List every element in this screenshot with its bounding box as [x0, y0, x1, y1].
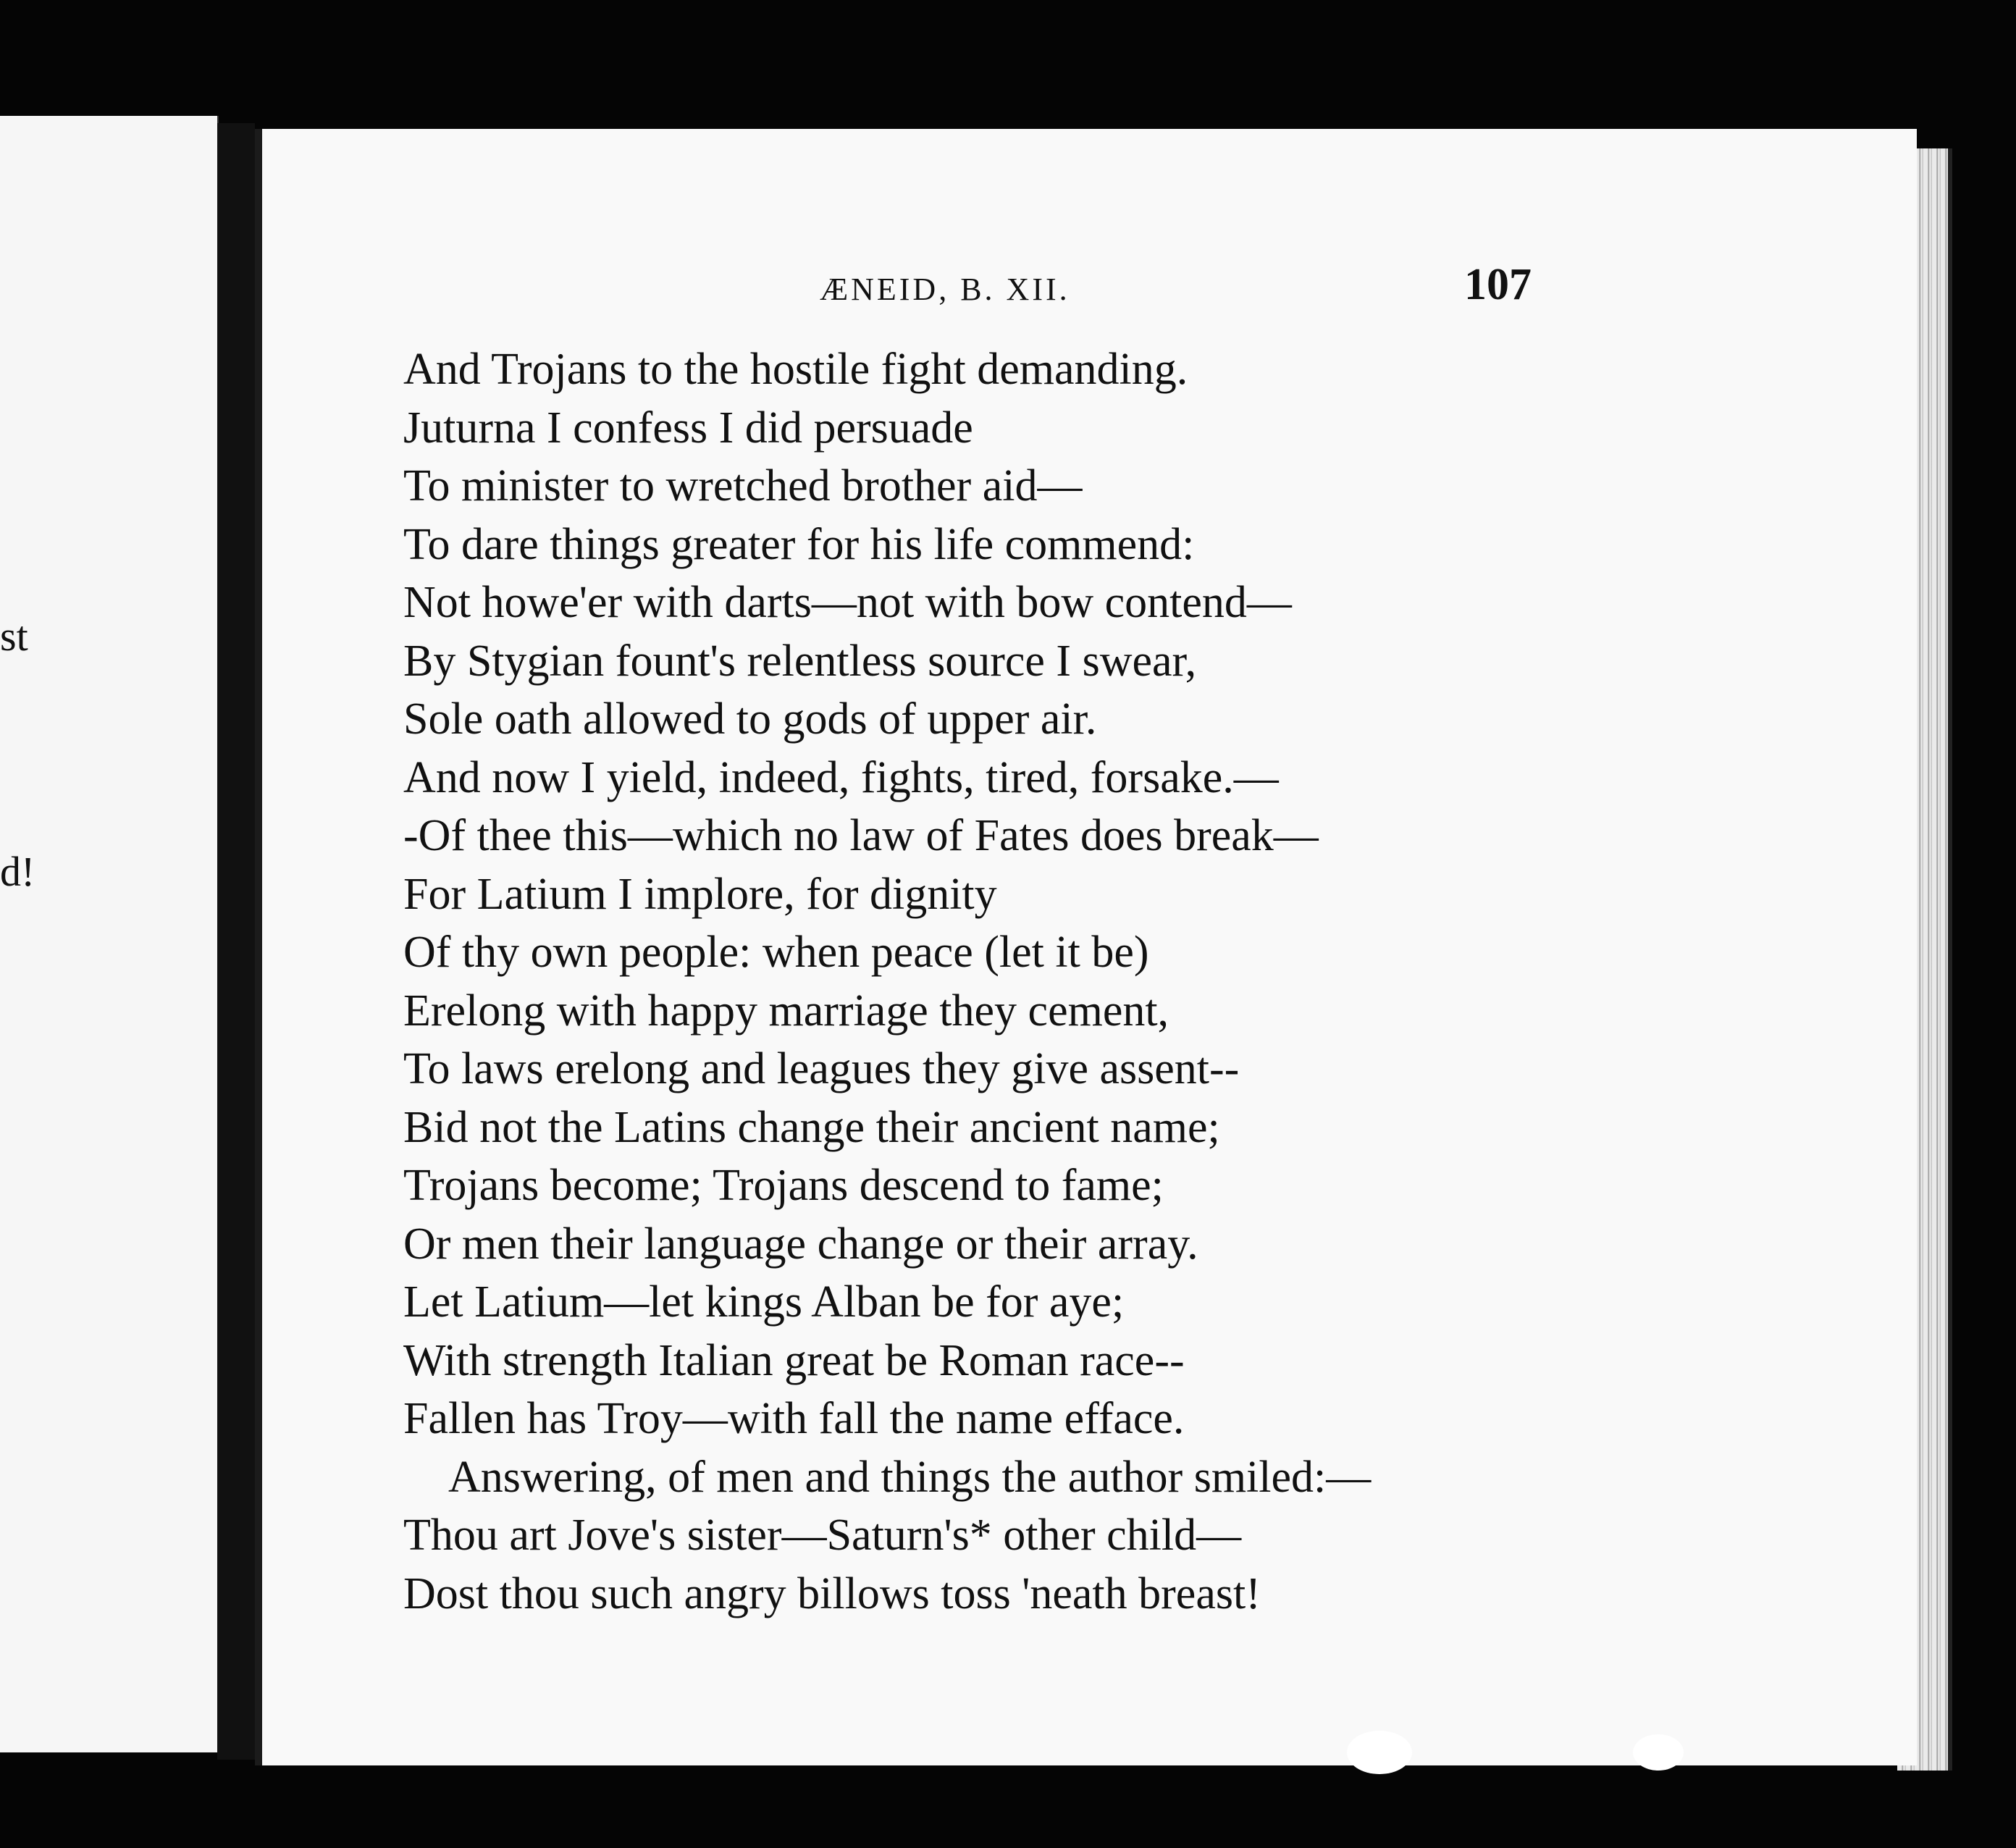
poem-line: To dare things greater for his life commend:	[403, 519, 1195, 569]
poem-line: With strength Italian great be Roman race--	[403, 1335, 1185, 1385]
page-number: 107	[1464, 260, 1532, 309]
poem-line: Fallen has Troy—with fall the name efface.	[403, 1394, 1185, 1443]
poem-line: Thou art Jove's sister—Saturn's* other child—	[403, 1511, 1242, 1560]
poem-line: By Stygian fount's relentless source I swear,	[403, 636, 1197, 686]
poem-line: Trojans become; Trojans descend to fame;	[403, 1161, 1164, 1210]
poem-line: Of thy own people: when peace (let it be)	[403, 928, 1149, 977]
poem-line: Bid not the Latins change their ancient name;	[403, 1102, 1220, 1152]
poem-line: For Latium I implore, for dignity	[403, 869, 997, 919]
running-head: ÆNEID, B. XII.	[820, 272, 1070, 307]
left-page	[0, 116, 219, 1752]
poem-line: Let Latium—let kings Alban be for aye;	[403, 1277, 1125, 1327]
poem-line: And Trojans to the hostile fight demanding.	[403, 345, 1188, 394]
poem-line: To laws erelong and leagues they give assent--	[403, 1044, 1240, 1093]
scan-speck	[1633, 1734, 1684, 1771]
poem-line: Erelong with happy marriage they cement,	[403, 986, 1169, 1036]
poem-line: And now I yield, indeed, fights, tired, forsake.—	[403, 752, 1279, 802]
left-page-fragment-1: st	[0, 613, 28, 660]
poem-line: To minister to wretched brother aid—	[403, 461, 1083, 511]
poem-line: -Of thee this—which no law of Fates does break—	[403, 811, 1319, 860]
poem-text	[403, 340, 1779, 1623]
left-page-fragment-2: d!	[0, 848, 35, 895]
poem-line: Not howe'er with darts—not with bow contend—	[403, 578, 1292, 627]
page-header	[262, 259, 1917, 324]
right-page	[255, 129, 1917, 1765]
scan-speck	[1347, 1731, 1412, 1774]
poem-line: Sole oath allowed to gods of upper air.	[403, 694, 1097, 744]
poem-line: Juturna I confess I did persuade	[403, 403, 973, 453]
poem-line: Answering, of men and things the author smiled:—	[448, 1452, 1372, 1502]
book-gutter	[217, 123, 255, 1760]
poem-line: Or men their language change or their array.	[403, 1219, 1198, 1269]
poem-line: Dost thou such angry billows toss 'neath breast!	[403, 1568, 1261, 1618]
